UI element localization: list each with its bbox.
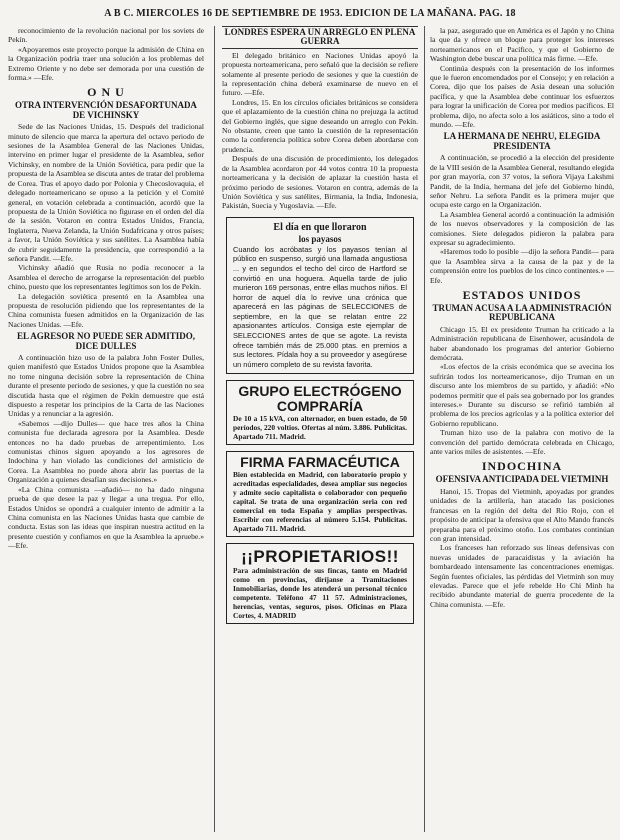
ad-subtitle: COMPRARÍA: [276, 398, 364, 415]
ad-body: Cuando los acróbatas y los payasos tenían al público en suspenso, surgió una llamada angustiosa ... y en segundos el techo del circo de Hartford se convirtió en una hoguera. Aquella tarde de julio murieron 169 personas, entre ellas muchos niños. El horror de aquel día lo revive una crónica que aparecerá en las páginas de SELECCIONES de septiembre, en la que se relatan entre 22 apasionantes artículos. Consiga este ejemplar de SELECCIONES antes de que se agote. La revista ofrece también más de 25.000 ptas. en premios a sus lectores. Pídala hoy a su proveedor y asegúrese un número completo de su revista favorita.: [233, 244, 407, 369]
column-rule: [214, 26, 215, 832]
ad-title: ¡¡PROPIETARIOS!!: [241, 547, 399, 567]
section-heading: ESTADOS UNIDOS: [462, 287, 582, 302]
column-rule: [424, 26, 425, 832]
ad-title: GRUPO ELECTRÓGENO: [238, 383, 402, 400]
article-headline: OTRA INTERVENCIÓN DESAFORTUNADA DE VICHINSKY: [15, 100, 197, 120]
paragraph: «Apoyaremos este proyecto porque la admisión de China en la Organización podría traer una solución a los problemas del Extremo Oriente y no debe ser demorada por una cuestión de forma.» —Efe.: [8, 44, 204, 83]
article-headline: TRUMAN ACUSA A LA ADMINISTRACIÓN REPUBLICANA: [432, 302, 612, 323]
paragraph: «Haremos todo lo posible —dijo la señora Pandit— para que la Asamblea sirva a la causa de la paz y de la comprensión entre los pueblos de los cinco continentes.» —Efe.: [430, 247, 614, 285]
propietarios-ad-box: [226, 543, 414, 624]
section-heading: INDOCHINA: [481, 459, 563, 474]
paragraph: «Los efectos de la crisis económica que se avecina los sufrirán todos los norteamericanos», dijo Truman en un discurso ante los miembros de su partido, y añadió: «No podemos permitir que el país sea gobernado por los grandes intereses.» Durante su discurso se refirió también al problema de los precios agrícolas y a la política exterior del Gobierno republicano.: [430, 362, 614, 428]
ad-body: Para administración de sus fincas, tanto en Madrid como en provincias, diríjanse a Tramitaciones Inmobiliarias, donde les atenderá un personal técnico competente. Teléfono 47 11 57. Administraciones, herencias, ventas, seguros, pisos. Oficinas en Plaza Cortes, 4. MADRID: [233, 566, 407, 621]
paragraph: Chicago 15. El ex presidente Truman ha criticado a la Administración republicana de Eisenhower, acusándola de haber abandonado los programas del anterior Gobierno demócrata.: [430, 324, 614, 362]
paragraph: Sede de las Naciones Unidas, 15. Después del tradicional minuto de silencio que marca la apertura del octavo periodo de sesiones de la Asamblea General de las Naciones Unidas, intervino en primer lugar el presidente de la Asamblea, señor Vichinsky, en nombre de la Unión Soviética, para pedir que la propuesta de la Asamblea se discuta antes de tratar del problema de Corea. Tras el apoyo dado por Polonia y Checoslovaquia, el delegado norteamericano se opuso a la petición y el Comité general, en votación celebrada a continuación, acordó que la propuesta de la Unión Soviética no figurase en el orden del día de la sesión. Votaron en contra Estados Unidos, Francia, Inglaterra, Nueva Zelanda, la Unión Sudafricana y otros países; a favor, la Unión Soviética y sus satélites. La Asamblea había de cubrir seguidamente la presidencia, que correspondió a la señora Pandit. —Efe.: [8, 122, 204, 263]
paragraph: La delegación soviética presentó en la Asamblea una propuesta de resolución pidiendo que los representantes de la China comunista fuesen admitidos en la Organización de las Naciones Unidas. —Efe.: [8, 291, 204, 329]
paragraph: Londres, 15. En los círculos oficiales británicos se considera que el aplazamiento de la cuestión china no prejuzga la actitud del Gobierno inglés, que sigue deseando un arreglo con Pekín. No obstante, creen que tanto la cuestión de la representación como la conferencia política sobre Corea deben abordarse con prudencia.: [222, 97, 418, 154]
paragraph: reconocimiento de la revolución nacional por los soviets de Pekín.: [8, 26, 204, 45]
paragraph: Vichinsky añadió que Rusia no podía reconocer a la Asamblea el derecho de arrogarse la representación del pueblo chino, puesto que los representantes legítimos son los de Pekín.: [8, 263, 204, 292]
paragraph: La Asamblea General acordó a continuación la admisión de los nuevos observadores y la composición de las comisiones. Siete delegados pidieron la palabra para expresar su agradecimiento.: [430, 209, 614, 247]
headline-frame: [222, 26, 418, 49]
section-heading: O N U: [87, 85, 125, 100]
paragraph: «Sabemos —dijo Dulles— que hace tres años la China comunista fue declarada agresora por la Asamblea. Desde entonces no ha dado pruebas de arrepentimiento. Los comunistas chinos siguen apoyando a los agresores de Indochina y han violado las condiciones del armisticio de Corea. La Asamblea no puede ahora abrir las puertas de la Organización a quienes desafían sus decisiones.»: [8, 418, 204, 485]
paragraph: El delegado británico en Naciones Unidas apoyó la propuesta norteamericana, pero señaló que la decisión se refiere solamente al presente periodo de sesiones y que la cuestión de la representación china deberá examinarse de nuevo en el futuro. —Efe.: [222, 50, 418, 98]
paragraph: Los franceses han reforzado sus líneas defensivas con nuevas unidades de paracaidistas y la aviación ha bombardeado intensamente las concentraciones enemigas. Según fuentes oficiales, las pérdidas del Vietminh son muy elevadas. Parece que el jefe rebelde Ho Chi Minh ha recibido abundante material de guerra procedente de la China comunista. —Efe.: [430, 543, 614, 609]
paragraph: la paz, asegurado que en América es el Japón y no China la que da y ofrece un bloque para proteger los intereses norteamericanos en el Pacífico, y que el Gobierno de Washington debe buscar una política más firme. —Efe.: [430, 26, 614, 64]
ad-subtitle: los payasos: [298, 233, 342, 244]
article-headline: EL AGRESOR NO PUEDE SER ADMITIDO, DICE DULLES: [16, 331, 196, 351]
paragraph: A continuación, se procedió a la elección del presidente de la VIII sesión de la Asamblea General, resultando elegida por gran mayoría, con 37 votos, la señora Vijaya Lakshmi Pandit, de la India, hermana del jefe del Gobierno hindú, señor Nehru. La señora Pandit es la primera mujer que ocupa este cargo en la Organización.: [430, 153, 614, 210]
paragraph: Hanoi, 15. Tropas del Vietminh, apoyadas por grandes unidades de la artillería, han atacado las posiciones francesas en la región del delta del Río Rojo, con el propósito de anticipar la ofensiva que el Alto Mando francés preparaba para el próximo otoño. Los combates continúan con gran intensidad.: [430, 486, 614, 543]
article-headline: LA HERMANA DE NEHRU, ELEGIDA PRESIDENTA: [443, 131, 601, 151]
pharma-ad-box: [226, 451, 414, 537]
paragraph: A continuación hizo uso de la palabra John Foster Dulles, quien manifestó que Estados Unidos propone que la Asamblea no tome ninguna decisión sobre la representación de China durante el presente periodo de sesiones, y que la cuestión no sea discutida hasta que el régimen de Pekín demuestre que está dispuesto a respetar los principios de la Carta de las Naciones Unidas y a renunciar a la agresión.: [8, 353, 204, 419]
column-1: [8, 26, 204, 551]
paragraph: Después de una discusión de procedimiento, los delegados de la Asamblea acordaron por 44 votos contra 10 la propuesta norteamericana y la decisión de aplazar la cuestión hasta el próximo periodo de sesiones. Votaron en contra, además de la Unión Soviética y sus satélites, Birmania, la India, Indonesia, Pakistán, Suecia y Yugoslavia. —Efe.: [222, 154, 418, 211]
ad-body: De 10 a 15 kVA, con alternador, en buen estado, de 50 períodos, 220 voltios. Ofertas al núm. 3.886. Publicitas. Apartado 711. Madrid.: [233, 414, 407, 442]
column-3: [430, 26, 614, 609]
paragraph: «La China comunista —añadió— no ha dado ninguna prueba de que desee la paz y llegar a una tregua. Por ello, Estados Unidos se opondrá a cualquier intento de admitir a la China comunista en las Naciones Unidas hasta que cambie de conducta. Estas son las ideas que inspiran nuestra actitud en la presente cuestión y confiamos en que la Asamblea la apruebe.» —Efe.: [8, 484, 204, 551]
paragraph: Truman hizo uso de la palabra con motivo de la convención del partido demócrata celebrada en Chicago, ante varios miles de asistentes. —Efe.: [430, 428, 614, 457]
column-2: [222, 26, 418, 630]
ad-title: FIRMA FARMACÉUTICA: [240, 454, 400, 471]
article-headline: LONDRES ESPERA UN ARREGLO EN PLENA GUERRA: [224, 27, 416, 47]
selecciones-ad-box: [226, 217, 414, 375]
article-headline: OFENSIVA ANTICIPADA DEL VIETMINH: [435, 474, 609, 485]
ad-title: El día en que lloraron: [273, 221, 367, 233]
generator-ad-box: [226, 380, 414, 445]
page-header: A B C. MIERCOLES 16 DE SEPTIEMBRE DE 1953. EDICION DE LA MAÑANA. PAG. 18: [104, 8, 516, 19]
paragraph: Continúa después con la presentación de los informes que le fueron encomendados por el Consejo; y en relación a Corea, dijo que los países de Asia desean una solución pacífica, y que la Asamblea debe continuar los esfuerzos para lograr la unificación de Corea por medios pacíficos. El problema, dijo, no afecta solo a los asiáticos, sino a todo el mundo. —Efe.: [430, 63, 614, 130]
ad-body: Bien establecida en Madrid, con laboratorio propio y acreditadas especialidades, desea ampliar sus negocios y admite socio capitalista o colaborador con pequeño capital. Se trata de una organización seria con red comercial en toda España y amplias perspectivas. Escribir con referencias al número 5.154. Publicitas. Apartado 711. Madrid.: [233, 470, 407, 534]
